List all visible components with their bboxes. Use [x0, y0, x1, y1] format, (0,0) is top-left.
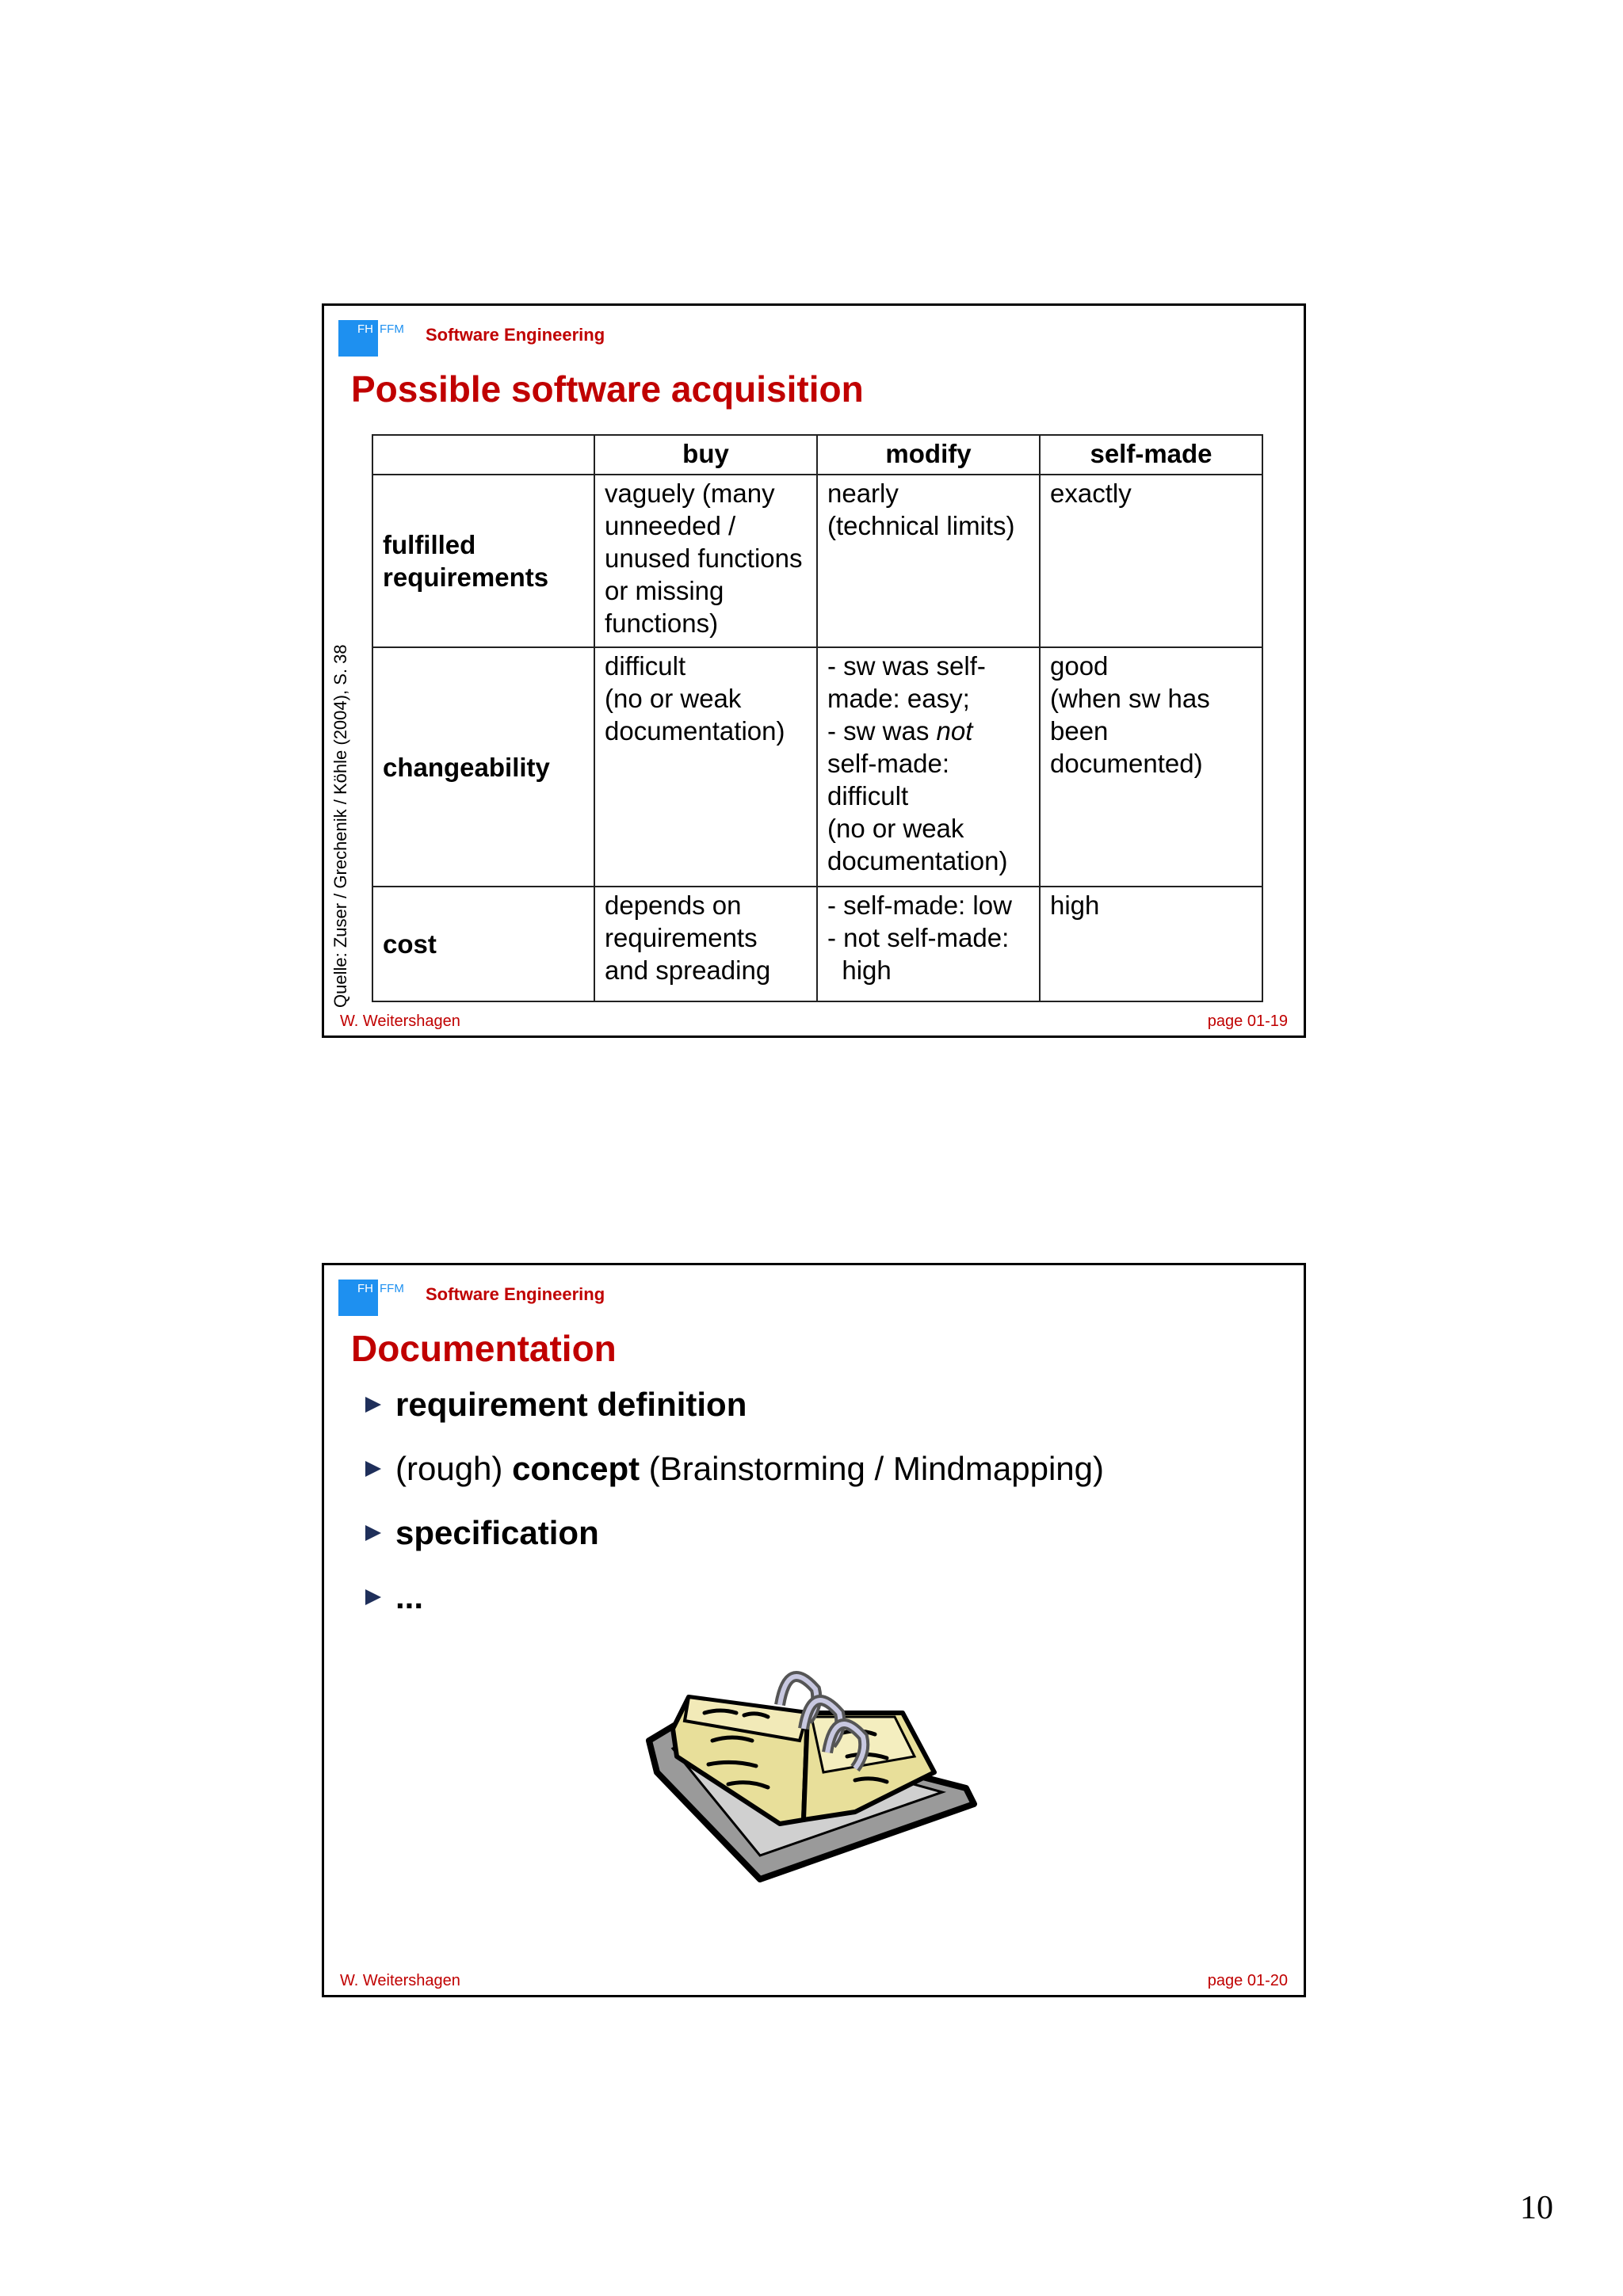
- cell-self-made: good (when sw has been documented): [1040, 647, 1262, 887]
- slide-title: Documentation: [351, 1328, 617, 1369]
- header-self-made: self-made: [1040, 435, 1262, 475]
- row-label: fulfilled requirements: [372, 475, 594, 647]
- acquisition-table: [372, 434, 1263, 1002]
- table-header-row: [372, 435, 1262, 475]
- slide-documentation: [322, 1263, 1306, 1997]
- table-row: [372, 647, 1262, 887]
- cell-buy: vaguely (many unneeded / unused functions or missing functions): [594, 475, 817, 647]
- course-name: Software Engineering: [426, 325, 605, 345]
- page-number: 10: [1520, 2190, 1553, 2226]
- header-empty: [372, 435, 594, 475]
- source-note: Quelle: Zuser / Grechenik / Köhle (2004), S. 38: [330, 644, 350, 1008]
- list-item: specification: [356, 1509, 1104, 1573]
- row-label: cost: [372, 887, 594, 1001]
- footer-author: W. Weitershagen: [340, 1013, 460, 1030]
- list-item: requirement definition: [356, 1381, 1104, 1445]
- cell-self-made: exactly: [1040, 475, 1262, 647]
- notebook-clipart-icon: [641, 1653, 990, 1883]
- row-label: changeability: [372, 647, 594, 887]
- slide-title: Possible software acquisition: [351, 368, 864, 410]
- list-item: ...: [356, 1573, 1104, 1638]
- course-name: Software Engineering: [426, 1284, 605, 1304]
- fh-ffm-logo: FH FFM: [338, 1280, 378, 1316]
- table-row: [372, 887, 1262, 1001]
- list-item: (rough) concept (Brainstorming / Mindmapping): [356, 1445, 1104, 1509]
- footer-page: page 01-19: [1207, 1013, 1288, 1030]
- cell-buy: difficult (no or weak documentation): [594, 647, 817, 887]
- table-row: [372, 475, 1262, 647]
- triangle-bullet-icon: [364, 1588, 383, 1607]
- cell-modify: nearly (technical limits): [817, 475, 1040, 647]
- header-modify: modify: [817, 435, 1040, 475]
- bullet-list: [356, 1381, 1104, 1638]
- cell-self-made: high: [1040, 887, 1262, 1001]
- slide-possible-software-acquisition: [322, 303, 1306, 1038]
- header-buy: buy: [594, 435, 817, 475]
- footer-author: W. Weitershagen: [340, 1972, 460, 1989]
- fh-ffm-logo: FH FFM: [338, 320, 378, 357]
- cell-modify: - self-made: low - not self-made: high: [817, 887, 1040, 1001]
- triangle-bullet-icon: [364, 1395, 383, 1414]
- cell-modify: - sw was self- made: easy; - sw was not self-made: difficult (no or weak documentation): [817, 647, 1040, 887]
- cell-buy: depends on requirements and spreading: [594, 887, 817, 1001]
- triangle-bullet-icon: [364, 1459, 383, 1478]
- triangle-bullet-icon: [364, 1524, 383, 1543]
- footer-page: page 01-20: [1207, 1972, 1288, 1989]
